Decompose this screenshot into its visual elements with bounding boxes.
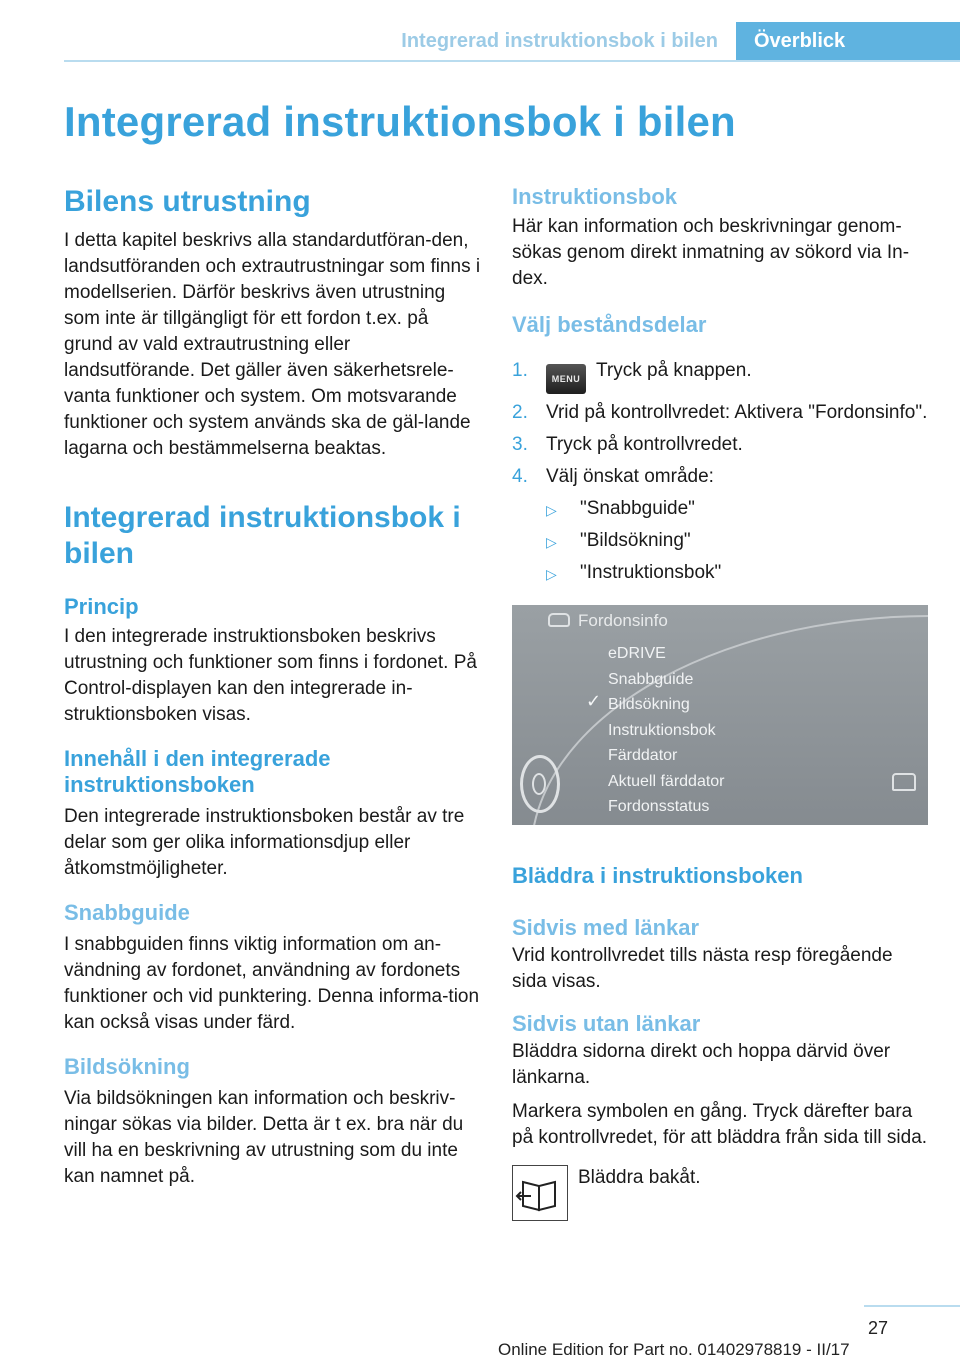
subitem-text: "Bildsökning" <box>580 530 691 551</box>
heading-valj-bestandsdelar: Välj beståndsdelar <box>512 312 707 337</box>
controller-knob-inner <box>532 773 546 795</box>
display-menu-item: Snabbguide <box>608 670 694 688</box>
header-tab-overblick: Överblick <box>736 22 960 62</box>
step-3-text: Tryck på kontrollvredet. <box>546 434 743 455</box>
heading-princip: Princip <box>64 594 139 619</box>
checkmark-icon: ✓ <box>586 691 602 711</box>
step-2 <box>512 400 932 426</box>
paragraph-sidvis-utan-2: Markera symbolen en gång. Tryck därefter bara på kontrollvredet, för att bläddra från sida till sida. <box>512 1101 928 1148</box>
page-number: 27 <box>867 1318 888 1338</box>
step-3 <box>512 432 932 458</box>
footer-edition: Online Edition for Part no. 01402978819 - II/17 <box>498 1340 850 1359</box>
subitem-bildsokning <box>546 528 932 555</box>
triangle-bullet-icon: ▷ <box>546 534 557 550</box>
display-menu-item: Instruktionsbok <box>608 721 716 739</box>
step-4-text: Välj önskat område: <box>546 466 714 487</box>
step-2-text: Vrid på kontrollvredet: Aktivera "Fordonsinfo". <box>546 402 928 423</box>
paragraph-bilens-utrustning: I detta kapitel beskrivs alla standardutföran-den, landsutföranden och extrautrustningar som finns i modellserien. Därför beskrivs även utrustning som inte är tillgängligt för ett fordon t.ex. på grund av vald extrautrustning eller landsutförande. Det gäller även säkerhetsrele-vanta funktioner och system. Om motsvarande funktioner och system används ska de gäl-lande lagarna och bestämmelserna beaktas. <box>64 230 481 459</box>
heading-bladdra: Bläddra i instruktionsboken <box>512 863 803 888</box>
heading-sidvis-med-lankar: Sidvis med länkar <box>512 915 700 940</box>
step-text <box>546 358 752 394</box>
heading-sidvis-utan-lankar: Sidvis utan länkar <box>512 1011 701 1036</box>
right-column <box>512 180 932 1221</box>
step-number: 3. <box>512 434 528 455</box>
display-title: Fordonsinfo <box>578 611 668 630</box>
paragraph-princip: I den integrerade instruktionsboken beskrivs utrustning och funktioner som finns i fordonet. På Control-displayen kan den integrerade in-struktionsboken visas. <box>64 626 477 725</box>
display-menu-item: Aktuell färddator <box>608 772 725 790</box>
display-menu-item: Bildsökning <box>608 696 690 713</box>
car-status-icon <box>892 773 916 791</box>
paragraph-bildsokning: Via bildsökningen kan information och beskriv-ningar sökas via bilder. Detta är t ex. bra när du vill ha en beskrivning av utrustning som du inte kan namnet på. <box>64 1088 464 1187</box>
subitem-instruktionsbok <box>546 560 932 587</box>
paragraph-sidvis-med-lankar: Vrid kontrollvredet tills nästa resp föregående sida visas. <box>512 945 893 992</box>
step-1 <box>512 358 932 394</box>
book-back-icon <box>512 1165 568 1221</box>
display-menu-list <box>608 641 725 820</box>
paragraph-instruktionsbok: Här kan information och beskrivningar genom-sökas genom direkt inmatning av sökord via In-dex. <box>512 216 910 289</box>
header-rule <box>64 60 960 62</box>
step-number: 1. <box>512 360 528 381</box>
heading-bildsokning: Bildsökning <box>64 1054 190 1079</box>
heading-snabbguide: Snabbguide <box>64 900 190 925</box>
menu-button-icon: MENU <box>546 364 586 394</box>
page-title: Integrerad instruktionsbok i bilen <box>64 98 736 145</box>
heading-integrerad-instruktionsbok: Integrerad instruktionsbok i bilen <box>64 501 461 570</box>
triangle-bullet-icon: ▷ <box>546 502 557 518</box>
book-back-label: Bläddra bakåt. <box>578 1167 701 1188</box>
step-1-text: Tryck på knappen. <box>596 360 752 381</box>
book-back-row <box>512 1165 932 1221</box>
paragraph-innehall: Den integrerade instruktionsboken består av tre delar som ger olika informationsdjup eller åtkomstmöjligheter. <box>64 806 465 879</box>
step-number: 4. <box>512 466 528 487</box>
car-icon <box>548 613 570 627</box>
footer-rule <box>864 1305 960 1307</box>
display-menu-item: eDRIVE <box>608 645 666 662</box>
book-back-glyph <box>513 1166 567 1220</box>
heading-innehall: Innehåll i den integrerade instruktionsboken <box>64 746 331 797</box>
display-menu-item: Färddator <box>608 747 678 764</box>
step-4 <box>512 464 932 490</box>
step-number: 2. <box>512 402 528 423</box>
subitem-text: "Instruktionsbok" <box>580 562 722 583</box>
subitem-text: "Snabbguide" <box>580 498 695 519</box>
paragraph-sidvis-utan-1: Bläddra sidorna direkt och hoppa därvid över länkarna. <box>512 1041 891 1088</box>
paragraph-snabbguide: I snabbguiden finns viktig information om an-vändning av fordonet, användning av fordonets funktioner och vid punktering. Denna informa-tion kan också visas under färd. <box>64 934 480 1033</box>
control-display-image <box>512 605 928 825</box>
display-menu-item: Fordonsstatus <box>608 798 710 815</box>
steps-list <box>512 358 932 490</box>
heading-bilens-utrustning: Bilens utrustning <box>64 185 311 218</box>
triangle-bullet-icon: ▷ <box>546 566 557 582</box>
left-column <box>64 180 482 1190</box>
header-section-title: Integrerad instruktionsbok i bilen <box>401 30 718 52</box>
display-arc <box>530 615 928 825</box>
heading-instruktionsbok: Instruktionsbok <box>512 184 678 209</box>
subitem-snabbguide <box>546 496 932 523</box>
